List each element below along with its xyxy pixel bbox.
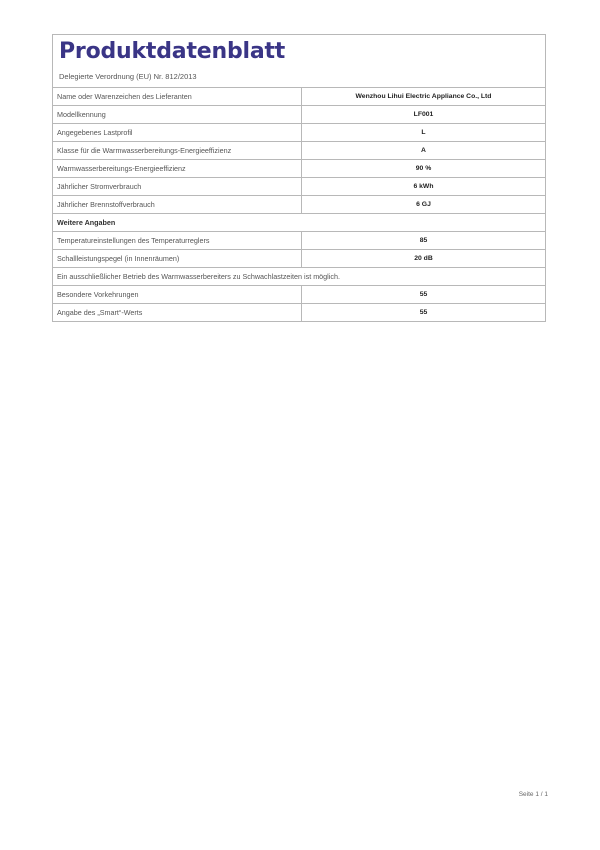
row-label: Jährlicher Stromverbrauch: [53, 178, 302, 196]
row-label: Schallleistungspegel (in Innenräumen): [53, 250, 302, 268]
table-row: [53, 88, 545, 106]
row-value: LF001: [302, 106, 546, 124]
row-value: 55: [302, 304, 546, 322]
section-heading: Weitere Angaben: [53, 214, 545, 232]
row-label: Name oder Warenzeichen des Lieferanten: [57, 92, 192, 101]
table-row: [53, 232, 545, 250]
row-label: Modellkennung: [53, 106, 302, 124]
table-row: [53, 142, 545, 160]
regulation-subtitle: Delegierte Verordnung (EU) Nr. 812/2013: [59, 72, 197, 81]
row-value: 55: [302, 286, 546, 304]
row-label: Besondere Vorkehrungen: [53, 286, 302, 304]
table-row: [53, 304, 545, 322]
product-data-sheet: [52, 34, 546, 322]
off-peak-note: Ein ausschließlicher Betrieb des Warmwasserbereiters zu Schwachlastzeiten ist möglich.: [53, 268, 545, 286]
section-row: [53, 214, 545, 232]
table-row: [53, 178, 545, 196]
row-value: 90 %: [302, 160, 546, 178]
page-title: Produktdatenblatt: [59, 39, 286, 64]
page-number: Seite 1 / 1: [518, 791, 548, 798]
row-label: Angegebenes Lastprofil: [53, 124, 302, 142]
row-value: A: [302, 142, 546, 160]
row-value: 6 kWh: [302, 178, 546, 196]
table-row: [53, 160, 545, 178]
row-value: 20 dB: [302, 250, 546, 268]
table-row: [53, 196, 545, 214]
note-row: [53, 268, 545, 286]
row-label: Jährlicher Brennstoffverbrauch: [53, 196, 302, 214]
sheet-header: [53, 35, 545, 88]
product-data-table: [53, 88, 545, 321]
row-value: 85: [302, 232, 546, 250]
table-row: [53, 106, 545, 124]
row-label: Warmwasserbereitungs-Energieeffizienz: [53, 160, 302, 178]
row-label: Angabe des „Smart“-Werts: [53, 304, 302, 322]
row-value: Wenzhou Lihui Electric Appliance Co., Ltd: [302, 88, 546, 106]
row-label: Temperatureinstellungen des Temperaturreglers: [53, 232, 302, 250]
row-label: Klasse für die Warmwasserbereitungs-Energieeffizienz: [53, 142, 302, 160]
row-value: 6 GJ: [302, 196, 546, 214]
table-row: [53, 250, 545, 268]
table-row: [53, 286, 545, 304]
row-value: L: [302, 124, 546, 142]
table-row: [53, 124, 545, 142]
